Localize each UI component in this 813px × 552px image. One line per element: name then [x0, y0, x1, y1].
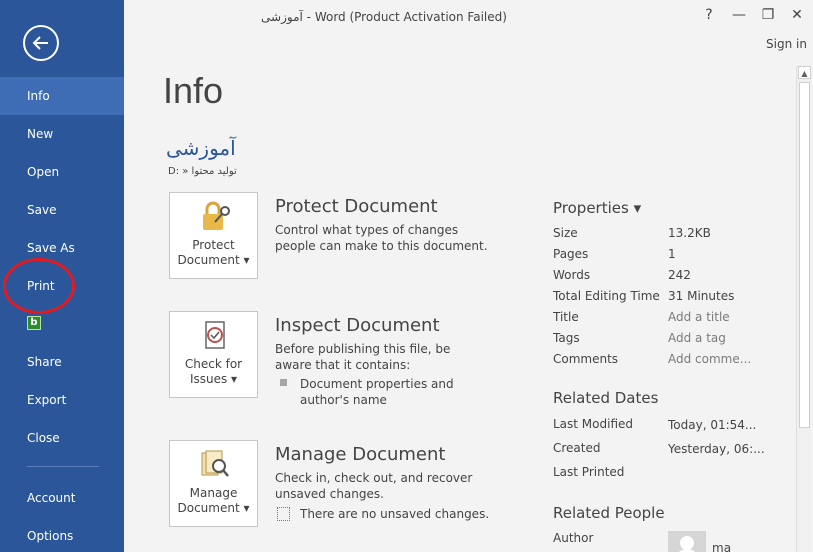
date-label: Created: [553, 441, 601, 455]
protect-document-title: Protect Document: [275, 196, 438, 217]
sign-in-link[interactable]: Sign in: [766, 37, 807, 51]
minimize-icon[interactable]: —: [732, 7, 746, 23]
property-label: Tags: [553, 331, 580, 345]
inspect-document-title: Inspect Document: [275, 315, 440, 336]
sidebar-item-options[interactable]: Options: [27, 529, 74, 543]
scroll-thumb[interactable]: [799, 82, 810, 428]
inspect-bullet-text: Document properties and author's name: [300, 377, 454, 407]
avatar[interactable]: [668, 531, 706, 552]
sidebar-item-print[interactable]: Print: [27, 279, 55, 293]
manage-document-title: Manage Document: [275, 444, 446, 465]
sidebar-item-account[interactable]: Account: [27, 491, 76, 505]
sidebar-item-share[interactable]: Share: [27, 355, 62, 369]
property-label: Comments: [553, 352, 619, 366]
protect-document-desc: Control what types of changes people can make to this document.: [275, 223, 488, 253]
manage-document-button[interactable]: [169, 440, 258, 527]
author-name[interactable]: ma: [712, 541, 732, 552]
author-label: Author: [553, 531, 594, 545]
properties-heading[interactable]: Properties ▾: [553, 199, 642, 217]
scroll-up-icon[interactable]: ▲: [798, 66, 811, 79]
date-label: Last Printed: [553, 465, 625, 479]
date-value: Yesterday, 06:...: [668, 442, 765, 456]
property-label: Words: [553, 268, 591, 282]
backstage-sidebar: [0, 0, 124, 552]
help-icon[interactable]: ?: [705, 7, 713, 23]
property-label: Total Editing Time: [553, 289, 660, 303]
document-name: آموزشی: [166, 136, 236, 160]
addin-icon[interactable]: [27, 316, 41, 330]
property-value: 242: [668, 268, 691, 282]
property-value: 31 Minutes: [668, 289, 735, 303]
sidebar-item-new[interactable]: New: [27, 127, 54, 141]
addin-icon-glyph: b: [30, 317, 38, 328]
document-note-icon: [277, 507, 290, 521]
sidebar-item-export[interactable]: Export: [27, 393, 67, 407]
lock-key-icon: [198, 201, 232, 233]
property-label: Title: [553, 310, 579, 324]
back-arrow-icon[interactable]: [23, 25, 59, 61]
property-label: Pages: [553, 247, 589, 261]
comments-field[interactable]: Add comme...: [668, 352, 752, 366]
window-title: آموزشی - Word (Product Activation Failed): [261, 10, 507, 24]
protect-document-button[interactable]: [169, 192, 258, 279]
check-button-label-1: Check for: [184, 357, 243, 371]
page-title: Info: [163, 70, 224, 111]
protect-button-label-2: Document ▾: [177, 253, 250, 267]
document-search-icon: [198, 449, 232, 481]
restore-icon[interactable]: ❐: [761, 7, 775, 23]
property-value: 13.2KB: [668, 226, 711, 240]
sidebar-item-save[interactable]: Save: [27, 203, 57, 217]
document-path[interactable]: D: » تولید محتوا: [168, 166, 237, 177]
sidebar-item-info[interactable]: Info: [0, 77, 124, 115]
bullet-icon: [280, 379, 287, 386]
related-dates-heading: Related Dates: [553, 389, 659, 407]
checklist-icon: [198, 320, 232, 352]
date-value: Today, 01:54...: [668, 418, 757, 432]
close-icon[interactable]: ✕: [791, 7, 803, 23]
manage-button-label-1: Manage: [189, 486, 238, 500]
related-people-heading: Related People: [553, 504, 665, 522]
sidebar-divider: [27, 466, 99, 467]
sidebar-item-save-as[interactable]: Save As: [27, 241, 75, 255]
sidebar-item-open[interactable]: Open: [27, 165, 60, 179]
sidebar-item-close[interactable]: Close: [27, 431, 60, 445]
tags-field[interactable]: Add a tag: [668, 331, 726, 345]
manage-button-label-2: Document ▾: [177, 501, 250, 515]
check-for-issues-button[interactable]: [169, 311, 258, 398]
property-label: Size: [553, 226, 578, 240]
avatar-head: [680, 536, 694, 550]
check-button-label-2: Issues ▾: [189, 372, 238, 386]
vertical-scrollbar[interactable]: [796, 66, 811, 552]
property-value: 1: [668, 247, 676, 261]
unsaved-changes-note: There are no unsaved changes.: [300, 507, 490, 521]
title-field[interactable]: Add a title: [668, 310, 730, 324]
inspect-document-desc: Before publishing this file, be aware that it contains:: [275, 342, 451, 372]
date-label: Last Modified: [553, 417, 634, 431]
protect-button-label-1: Protect: [192, 238, 235, 252]
manage-document-desc: Check in, check out, and recover unsaved changes.: [275, 471, 473, 501]
